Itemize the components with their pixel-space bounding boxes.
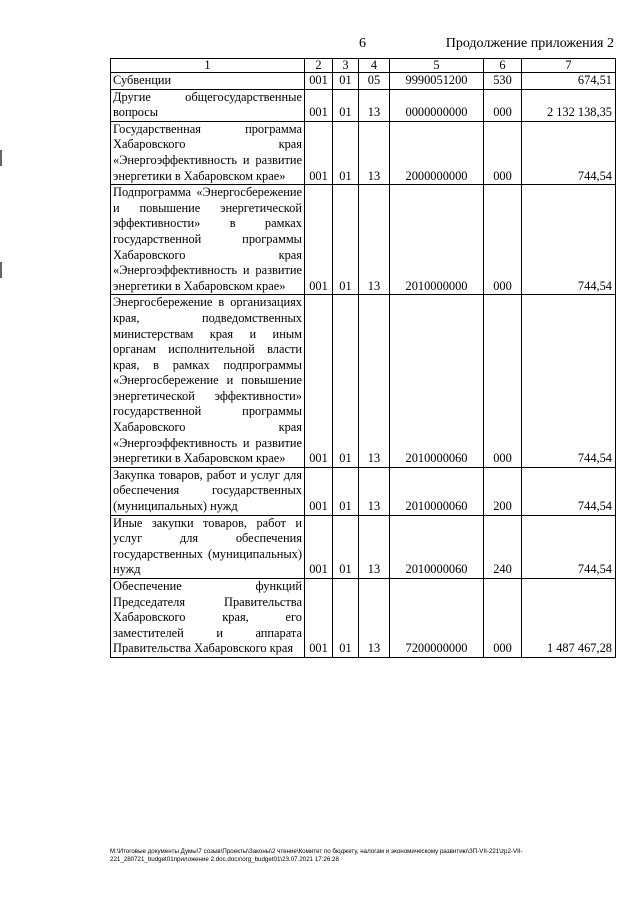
column-header: 1: [111, 59, 305, 73]
cell-code-5: 2000000000: [390, 121, 484, 184]
cell-code-5: 2010000060: [390, 295, 484, 468]
column-header: 5: [390, 59, 484, 73]
row-name: Государственная программа Хабаровского края «Энергоэффективность и развитие энергетики в Хабаровском крае»: [111, 121, 305, 184]
column-header: 3: [333, 59, 359, 73]
continuation-title: Продолжение приложения 2: [445, 36, 614, 51]
scan-edge-mark: [0, 262, 2, 278]
cell-code-4: 13: [359, 515, 390, 578]
cell-code-5: 7200000000: [390, 579, 484, 658]
cell-code-3: 01: [333, 89, 359, 121]
cell-code-6: 000: [484, 89, 522, 121]
cell-code-5: 0000000000: [390, 89, 484, 121]
cell-code-3: 01: [333, 515, 359, 578]
cell-amount: 744,54: [522, 121, 616, 184]
column-header: 6: [484, 59, 522, 73]
cell-code-4: 13: [359, 579, 390, 658]
cell-amount: 744,54: [522, 295, 616, 468]
cell-code-5: 2010000060: [390, 515, 484, 578]
cell-amount: 1 487 467,28: [522, 579, 616, 658]
cell-amount: 744,54: [522, 467, 616, 515]
row-name: Субвенции: [111, 73, 305, 90]
column-header: 7: [522, 59, 616, 73]
table-row: [111, 185, 616, 295]
cell-code-3: 01: [333, 295, 359, 468]
table-row: [111, 121, 616, 184]
cell-amount: 2 132 138,35: [522, 89, 616, 121]
table-row: [111, 515, 616, 578]
cell-code-3: 01: [333, 185, 359, 295]
cell-code-3: 01: [333, 121, 359, 184]
cell-code-2: 001: [305, 579, 333, 658]
cell-code-6: 000: [484, 185, 522, 295]
row-name: Иные закупки товаров, работ и услуг для обеспечения государственных (муниципальных) нужд: [111, 515, 305, 578]
row-name: Другие общегосударственные вопросы: [111, 89, 305, 121]
row-name: Закупка товаров, работ и услуг для обеспечения государственных (муниципальных) нужд: [111, 467, 305, 515]
cell-code-6: 000: [484, 295, 522, 468]
table-row: [111, 73, 616, 90]
cell-code-4: 13: [359, 295, 390, 468]
table-row: [111, 579, 616, 658]
cell-code-4: 13: [359, 121, 390, 184]
cell-code-5: 2010000060: [390, 467, 484, 515]
table-row: [111, 467, 616, 515]
row-name: Обеспечение функций Председателя Правительства Хабаровского края, его заместителей и аппарата Правительства Хабаровского края: [111, 579, 305, 658]
cell-code-4: 13: [359, 89, 390, 121]
cell-amount: 744,54: [522, 185, 616, 295]
column-header: 4: [359, 59, 390, 73]
cell-code-4: 13: [359, 467, 390, 515]
cell-code-3: 01: [333, 467, 359, 515]
cell-code-5: 9990051200: [390, 73, 484, 90]
cell-code-4: 13: [359, 185, 390, 295]
cell-code-3: 01: [333, 73, 359, 90]
cell-code-2: 001: [305, 89, 333, 121]
scan-edge-mark: [0, 150, 2, 166]
file-path-footer: M:\Итоговые документы Думы\7 созыв\Проекты\Законы\2 чтение\Комитет по бюджету, налогам и экономическому развитию\ЗП-VII-221\zp2-VII-221_280721_budget01приложение 2.doc.docx\org_budget01\23.07.2021 17:26:28: [110, 848, 523, 863]
cell-amount: 744,54: [522, 515, 616, 578]
cell-code-2: 001: [305, 121, 333, 184]
cell-code-2: 001: [305, 185, 333, 295]
cell-code-6: 000: [484, 121, 522, 184]
row-name: Энергосбережение в организациях края, подведомственных министерствам края и иным органам исполнительной власти края, в рамках подпрограммы «Энергосбережение и повышение энергетической эффективности» государственной программы Хабаровского края «Энергоэффективность и развитие энергетики в Хабаровском крае»: [111, 295, 305, 468]
page-number: 6: [359, 36, 366, 51]
cell-code-2: 001: [305, 295, 333, 468]
cell-code-2: 001: [305, 467, 333, 515]
header-row: [111, 59, 616, 73]
row-name: Подпрограмма «Энергосбережение и повышение энергетической эффективности» в рамках государственной программы Хабаровского края «Энергоэффективность и развитие энергетики в Хабаровском крае»: [111, 185, 305, 295]
cell-code-6: 240: [484, 515, 522, 578]
cell-code-6: 530: [484, 73, 522, 90]
cell-code-6: 000: [484, 579, 522, 658]
budget-table: [110, 58, 616, 658]
cell-code-2: 001: [305, 73, 333, 90]
cell-code-2: 001: [305, 515, 333, 578]
cell-code-5: 2010000000: [390, 185, 484, 295]
cell-code-3: 01: [333, 579, 359, 658]
cell-code-4: 05: [359, 73, 390, 90]
table-row: [111, 89, 616, 121]
table-row: [111, 295, 616, 468]
column-header: 2: [305, 59, 333, 73]
cell-code-6: 200: [484, 467, 522, 515]
cell-amount: 674,51: [522, 73, 616, 90]
